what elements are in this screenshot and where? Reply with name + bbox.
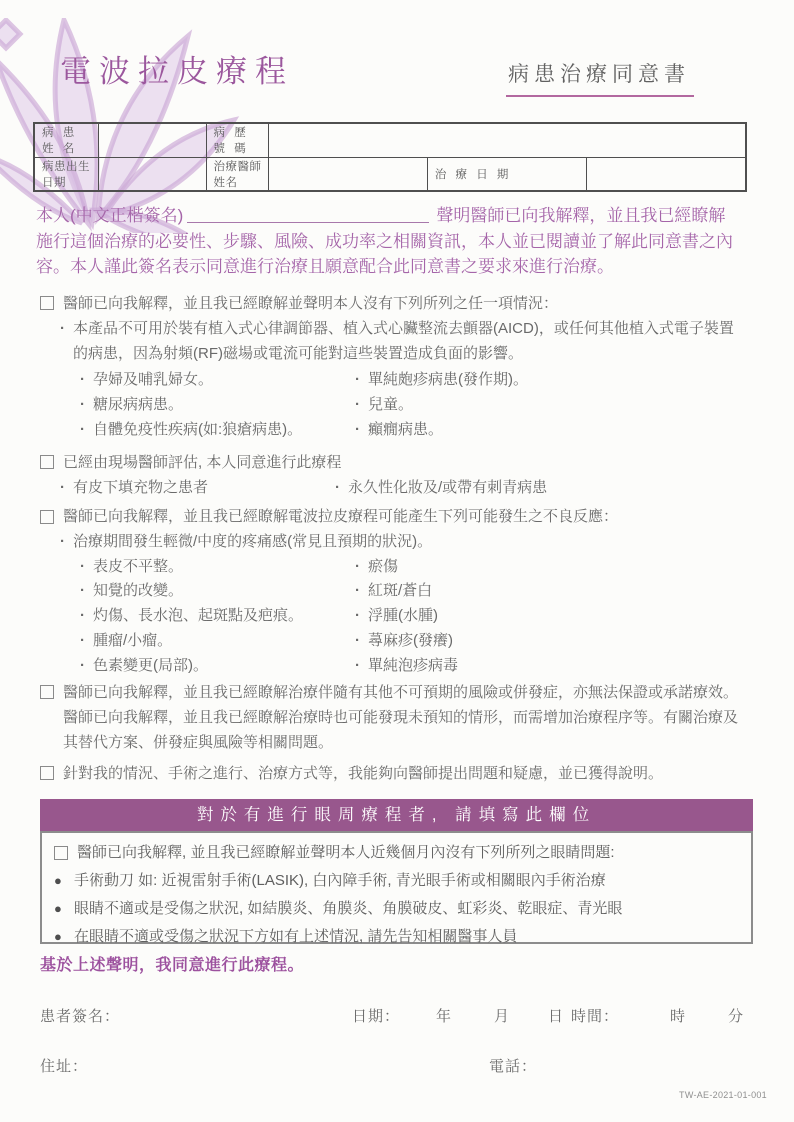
list-item: · 自體免疫性疾病(如:狼瘡病患)。 · 癲癇病患。 <box>60 417 742 442</box>
chart-number-label: 病 歷 號 碼 <box>206 123 268 157</box>
address-label: 住址： <box>40 1058 89 1075</box>
page-subtitle: 病患治療同意書 <box>506 58 694 97</box>
section-heading: 醫師已向我解釋，並且我已經瞭解治療伴隨有其他不可預期的風險或併發症，亦無法保證或承諾療效。醫師已向我解釋，並且我已經瞭解治療時也可能發現未預知的情形，而需增加治療程序等。有關治療及其替代方案、併發症與風險等相關問題。 <box>63 684 739 752</box>
bullet-list <box>40 475 742 500</box>
list-item: · 有皮下填充物之患者 · 永久性化妝及/或帶有刺青病患 <box>40 475 742 500</box>
time-label: 時間： <box>571 1008 620 1025</box>
section-heading-row <box>40 291 742 316</box>
phone-label: 電話： <box>489 1058 538 1075</box>
date-label: 日期： <box>352 1008 401 1025</box>
section-unforeseen-risks <box>40 680 742 756</box>
closing-statement: 基於上述聲明，我同意進行此療程。 <box>40 957 305 974</box>
birth-date-field[interactable] <box>98 157 206 191</box>
declaration-body: 聲明醫師已向我解釋，並且我已經瞭解施行這個治療的必要性、步驟、風險、成功率之相關資訊，本人並已閱讀並了解此同意書之內容。本人謹此簽名表示同意進行治療且願意配合此同意書之要求來進行治療。 <box>36 206 733 276</box>
list-item: ● 在眼睛不適或受傷之狀況下方如有上述情況, 請先告知相關醫事人員 <box>54 923 741 951</box>
page-title: 電波拉皮療程 <box>60 54 294 89</box>
bullet-list <box>40 316 742 442</box>
checkbox-icon[interactable] <box>40 455 54 469</box>
minute-label: 分 <box>728 1008 745 1025</box>
list-item: ● 眼睛不適或是受傷之狀況, 如結膜炎、角膜炎、角膜破皮、虹彩炎、乾眼症、青光眼 <box>54 895 741 923</box>
bullet-list <box>40 530 742 679</box>
form-code: TW-AE-2021-01-001 <box>679 1090 767 1100</box>
list-item: · 本產品不可用於裝有植入式心律調節器、植入式心臟整流去顫器(AICD)，或任何其他植入式電子裝置的病患，因為射頻(RF)磁場或電流可能對這些裝置造成負面的影響。 <box>60 316 742 366</box>
eye-checkbox-label: 醫師已向我解釋, 並且我已經瞭解並聲明本人近幾個月內沒有下列所列之眼睛問題: <box>77 844 615 861</box>
hour-label: 時 <box>670 1008 687 1025</box>
declaration-paragraph <box>36 203 742 280</box>
patient-info-table <box>33 122 747 192</box>
section-heading: 已經由現場醫師評估, 本人同意進行此療程 <box>63 454 342 471</box>
section-heading: 針對我的情況、手術之進行、治療方式等，我能夠向醫師提出問題和疑慮，並已獲得說明。 <box>63 765 664 782</box>
birth-date-label: 病患出生日期 <box>34 157 98 191</box>
list-item: · 色素變更(局部)。 · 單純泡疹病毒 <box>60 654 742 679</box>
section-onsite-evaluation <box>40 450 742 500</box>
day-label: 日 <box>548 1008 565 1025</box>
section-heading: 醫師已向我解釋，並且我已經瞭解並聲明本人沒有下列所列之任一項情況： <box>63 295 559 312</box>
list-item: · 腫瘤/小瘤。 · 蕁麻疹(發癢) <box>60 629 742 654</box>
section-heading-row <box>40 450 742 475</box>
eye-treatment-banner: 對於有進行眼周療程者, 請填寫此欄位 <box>40 799 753 831</box>
checkbox-icon[interactable] <box>40 685 54 699</box>
list-item: · 糖尿病病患。 · 兒童。 <box>60 392 742 417</box>
year-label: 年 <box>436 1008 453 1025</box>
list-item: · 治療期間發生輕微/中度的疼痛感(常見且預期的狀況)。 <box>60 530 742 555</box>
list-item: ● 手術動刀 如: 近視雷射手術(LASIK), 白內障手術, 青光眼手術或相關眼內手術治療 <box>54 867 741 895</box>
list-item: · 孕婦及哺乳婦女。 · 單純皰疹病患(發作期)。 <box>60 367 742 392</box>
declaration-prefix: 本人(中文正楷簽名) <box>36 206 184 225</box>
checkbox-icon[interactable] <box>40 766 54 780</box>
treatment-date-label: 治 療 日 期 <box>427 157 586 191</box>
patient-name-label: 病 患 姓 名 <box>34 123 98 157</box>
eye-checkbox-row <box>54 839 741 867</box>
section-adverse-reactions <box>40 505 742 679</box>
month-label: 月 <box>494 1008 511 1025</box>
list-item: · 灼傷、長水泡、起斑點及疤痕。 · 浮腫(水腫) <box>60 604 742 629</box>
checkbox-icon[interactable] <box>40 296 54 310</box>
chart-number-field[interactable] <box>268 123 746 157</box>
table-row <box>34 123 746 157</box>
section-heading-row <box>40 761 742 786</box>
checkbox-icon[interactable] <box>54 846 68 860</box>
patient-name-field[interactable] <box>98 123 206 157</box>
section-heading-row <box>40 680 742 756</box>
table-row <box>34 157 746 191</box>
section-questions-answered <box>40 761 742 786</box>
name-signature-blank[interactable] <box>187 208 429 223</box>
doctor-name-label: 治療醫師姓名 <box>206 157 268 191</box>
treatment-date-field[interactable] <box>587 157 746 191</box>
list-item: · 知覺的改變。 · 紅斑/蒼白 <box>60 579 742 604</box>
section-heading: 醫師已向我解釋，並且我已經瞭解電波拉皮療程可能產生下列可能發生之不良反應： <box>63 508 619 525</box>
doctor-name-field[interactable] <box>268 157 427 191</box>
patient-signature-label: 患者簽名： <box>40 1008 121 1025</box>
eye-treatment-box <box>40 831 753 944</box>
list-item: · 表皮不平整。 · 瘀傷 <box>60 555 742 580</box>
section-contraindications <box>40 291 742 442</box>
checkbox-icon[interactable] <box>40 510 54 524</box>
section-heading-row <box>40 505 742 530</box>
